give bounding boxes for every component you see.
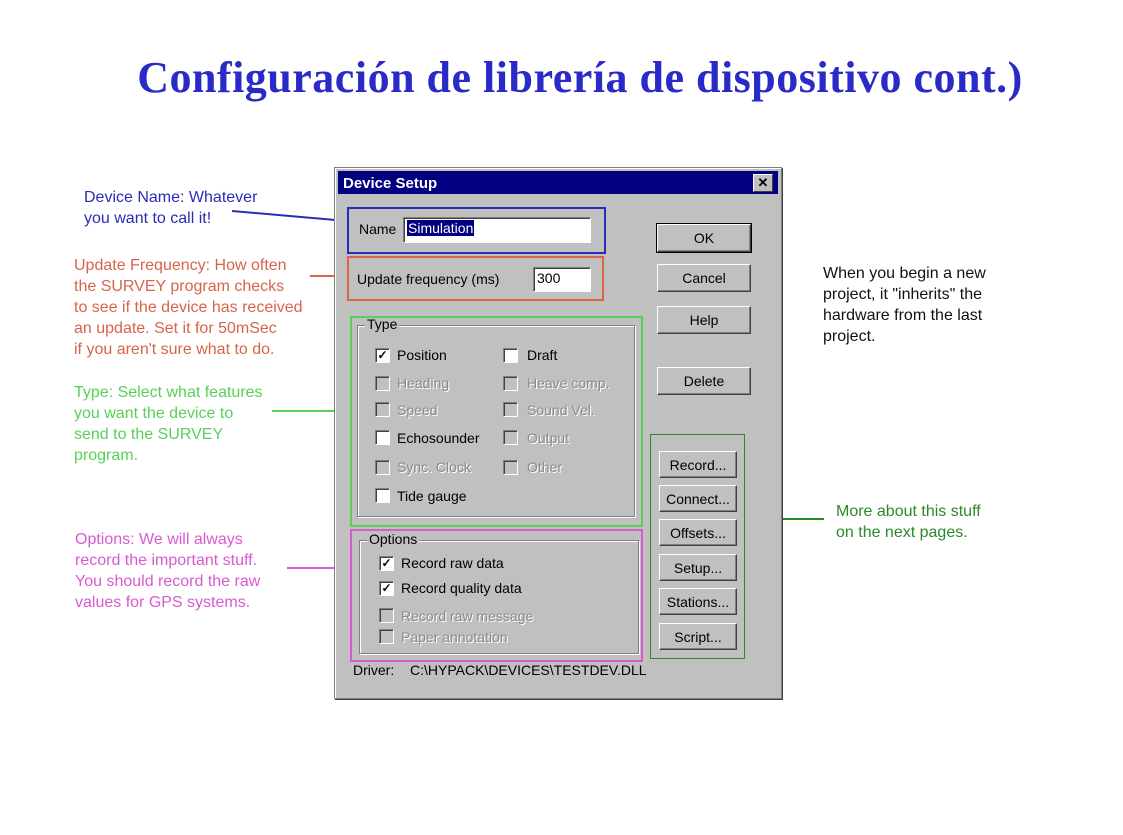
- options-group-title: Options: [369, 531, 418, 547]
- echosounder-label: Echosounder: [397, 430, 480, 446]
- other-label: Other: [527, 459, 563, 475]
- position-label: Position: [397, 347, 447, 363]
- name-value: Simulation: [408, 220, 474, 236]
- record-quality-data-label: Record quality data: [401, 580, 522, 596]
- position-checkbox[interactable]: ✓: [375, 348, 390, 363]
- delete-button[interactable]: Delete: [657, 367, 751, 395]
- record-raw-data-label: Record raw data: [401, 555, 504, 571]
- script-button[interactable]: Script...: [659, 623, 737, 650]
- tide-gauge-label: Tide gauge: [397, 488, 467, 504]
- slide-title: Configuración de librería de dispositivo cont.): [137, 53, 1023, 102]
- draft-label: Draft: [527, 347, 558, 363]
- sound-vel-label: Sound Vel.: [527, 402, 595, 418]
- connector-device-name: [232, 211, 347, 221]
- dialog-titlebar[interactable]: [338, 171, 778, 194]
- highlight-buttons: [650, 434, 745, 659]
- speed-label: Speed: [397, 402, 438, 418]
- record-raw-data-checkbox[interactable]: ✓: [379, 556, 394, 571]
- note-type: Type: Select what features you want the device to send to the SURVEY program.: [74, 384, 263, 464]
- connect-button[interactable]: Connect...: [659, 485, 737, 512]
- highlight-type: [350, 316, 643, 527]
- heading-label: Heading: [397, 375, 450, 391]
- record-raw-message-label: Record raw message: [401, 608, 534, 624]
- type-group-title: Type: [367, 316, 398, 332]
- ok-button[interactable]: OK: [657, 224, 751, 252]
- cancel-button[interactable]: Cancel: [657, 264, 751, 292]
- highlight-name: [347, 207, 606, 254]
- paper-annotation-label: Paper annotation: [401, 629, 508, 645]
- note-options: Options: We will always record the important stuff. You should record the raw values for GPS systems.: [75, 531, 261, 611]
- note-update-frequency: Update Frequency: How often the SURVEY program checks to see if the device has received an update. Set it for 50mSec if you aren't sure what to do.: [74, 257, 303, 358]
- driver-label: Driver:: [353, 662, 395, 678]
- output-label: Output: [527, 430, 570, 446]
- note-device-name: Device Name: Whatever you want to call it!: [84, 189, 258, 227]
- setup-button[interactable]: Setup...: [659, 554, 737, 581]
- note-inherits: When you begin a new project, it "inherits" the hardware from the last project.: [823, 265, 986, 345]
- update-frequency-label: Update frequency (ms): [357, 271, 500, 287]
- help-button[interactable]: Help: [657, 306, 751, 334]
- record-button[interactable]: Record...: [659, 451, 737, 478]
- stations-button[interactable]: Stations...: [659, 588, 737, 615]
- driver-path: C:\HYPACK\DEVICES\TESTDEV.DLL: [410, 662, 647, 678]
- dialog-title: Device Setup: [343, 175, 438, 192]
- highlight-options: [350, 529, 643, 662]
- update-frequency-field[interactable]: 300: [533, 267, 591, 292]
- offsets-button[interactable]: Offsets...: [659, 519, 737, 546]
- name-label: Name: [359, 221, 397, 237]
- highlight-update-frequency: [347, 256, 604, 301]
- record-quality-data-checkbox[interactable]: ✓: [379, 581, 394, 596]
- note-more: More about this stuff on the next pages.: [836, 503, 981, 541]
- heave-comp-label: Heave comp.: [527, 375, 610, 391]
- sync-clock-label: Sync. Clock: [397, 459, 471, 475]
- close-icon[interactable]: ✕: [753, 174, 773, 192]
